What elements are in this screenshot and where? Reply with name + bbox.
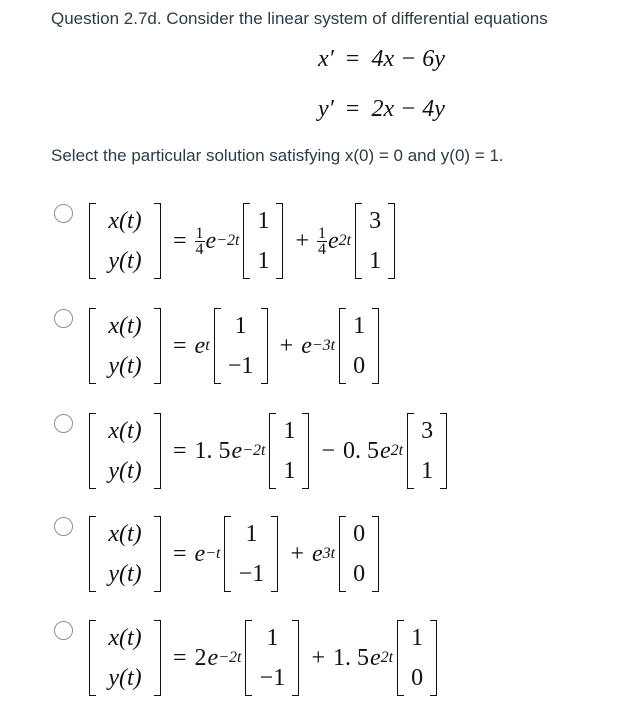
exponential-base: e — [380, 437, 391, 464]
fraction-numerator: 1 — [318, 224, 326, 242]
equals-sign: = — [173, 437, 187, 464]
eigenvector — [269, 411, 309, 491]
operator-sign: + — [311, 644, 325, 671]
scalar-coefficient: 1. 5 — [194, 437, 231, 464]
equation-1-lhs: x′ — [318, 46, 334, 72]
operator-sign: − — [321, 437, 335, 464]
equation-1 — [318, 46, 445, 73]
matrix-entry: 1 — [257, 248, 270, 274]
radio-button[interactable] — [54, 517, 73, 536]
matrix-entry: x(t) — [108, 625, 142, 651]
matrix-entry: x(t) — [108, 418, 142, 444]
matrix-entry: 1 — [421, 458, 434, 484]
matrix-entry: 1 — [353, 313, 366, 339]
equation-2-lhs: y′ — [318, 96, 334, 122]
option-expression: x(t) y(t) = e t 1 −1 + e −3t 1 0 — [85, 305, 383, 387]
equals-sign: = — [173, 332, 187, 359]
matrix-entry: y(t) — [108, 248, 142, 274]
radio-button[interactable] — [54, 309, 73, 328]
matrix-entry: 1 — [283, 418, 296, 444]
answer-option-5[interactable] — [51, 621, 611, 711]
exponential-base: e — [205, 227, 217, 254]
matrix-entry: 3 — [421, 418, 434, 444]
matrix-entry: x(t) — [108, 208, 142, 234]
matrix-entry: y(t) — [108, 561, 142, 587]
eigenvector — [243, 201, 283, 281]
question-prompt: Select the particular solution satisfying x(0) = 0 and y(0) = 1. — [51, 146, 504, 165]
matrix-entry: y(t) — [108, 458, 142, 484]
exponential-base: e — [194, 332, 206, 359]
matrix-entry: y(t) — [108, 353, 142, 379]
answer-option-1[interactable] — [51, 204, 611, 294]
equation-2-rhs: 2x − 4y — [371, 96, 445, 122]
operator-sign: + — [290, 540, 304, 567]
eigenvector — [339, 306, 379, 386]
eigenvector — [407, 411, 447, 491]
operator-sign: + — [279, 332, 294, 359]
answer-option-3[interactable] — [51, 414, 611, 504]
eigenvector — [339, 514, 379, 594]
matrix-entry: 1 — [369, 248, 382, 274]
exponential-base: e — [370, 644, 381, 671]
answer-option-2[interactable] — [51, 309, 611, 399]
option-expression: x(t) y(t) = 1. 5 e −2t 1 1 − 0. 5 e 2t 3 1 — [85, 410, 451, 492]
equation-1-rhs: 4x − 6y — [371, 46, 445, 72]
matrix-entry: 1 — [234, 313, 247, 339]
matrix-entry: x(t) — [108, 313, 142, 339]
matrix-entry: 3 — [369, 208, 382, 234]
answer-option-4[interactable] — [51, 517, 611, 607]
question-stem: Question 2.7d. Consider the linear system of differential equations — [51, 9, 548, 28]
equation-2 — [318, 96, 445, 123]
solution-vector — [89, 618, 161, 698]
equation-2-equals: = — [345, 96, 360, 122]
matrix-entry: −1 — [227, 353, 254, 379]
exponential-base: e — [301, 332, 312, 359]
eigenvector — [245, 618, 299, 698]
radio-button[interactable] — [54, 621, 73, 640]
option-expression: x(t) y(t) = e −t 1 −1 + e 3t 0 0 — [85, 513, 383, 595]
fraction-coefficient — [195, 226, 205, 257]
fraction-denominator: 4 — [318, 240, 326, 258]
radio-button[interactable] — [54, 204, 73, 223]
exponential-base: e — [207, 644, 219, 671]
radio-button[interactable] — [54, 414, 73, 433]
matrix-entry: 0 — [353, 353, 366, 379]
matrix-entry: 1 — [257, 208, 270, 234]
option-expression: x(t) y(t) = 2 e −2t 1 −1 + 1. 5 e 2t 1 0 — [85, 617, 441, 699]
eigenvector — [224, 514, 278, 594]
equals-sign: = — [173, 540, 187, 567]
solution-vector — [89, 411, 161, 491]
fraction-denominator: 4 — [195, 240, 204, 258]
matrix-entry: 1 — [245, 521, 258, 547]
solution-vector — [89, 514, 161, 594]
exponential-base: e — [312, 540, 323, 567]
matrix-entry: 0 — [411, 665, 424, 691]
matrix-entry: x(t) — [108, 521, 142, 547]
solution-vector — [89, 201, 161, 281]
matrix-entry: −1 — [238, 561, 265, 587]
eigenvector — [355, 201, 395, 281]
scalar-coefficient: 2 — [194, 644, 207, 671]
exponential-base: e — [328, 227, 339, 254]
equals-sign: = — [173, 227, 187, 254]
eigenvector — [214, 306, 268, 386]
scalar-coefficient: 1. 5 — [333, 644, 369, 671]
exponential-base: e — [194, 540, 206, 567]
operator-sign: + — [295, 227, 309, 254]
fraction-numerator: 1 — [195, 224, 204, 242]
solution-vector — [89, 306, 161, 386]
option-expression: x(t) y(t) = $\frac{1}{4}$ e −2t 1 1 + $\frac{1}{4}$ e 2t 3 1 — [85, 200, 399, 282]
matrix-entry: y(t) — [108, 665, 142, 691]
fraction-coefficient — [317, 226, 327, 257]
matrix-entry: 1 — [266, 625, 279, 651]
equals-sign: = — [173, 644, 187, 671]
scalar-coefficient: 0. 5 — [343, 437, 379, 464]
equation-1-equals: = — [345, 46, 360, 72]
matrix-entry: −1 — [259, 665, 286, 691]
exponential-base: e — [231, 437, 243, 464]
matrix-entry: 1 — [411, 625, 424, 651]
matrix-entry: 1 — [283, 458, 296, 484]
matrix-entry: 0 — [353, 521, 366, 547]
eigenvector — [397, 618, 437, 698]
matrix-entry: 0 — [353, 561, 366, 587]
